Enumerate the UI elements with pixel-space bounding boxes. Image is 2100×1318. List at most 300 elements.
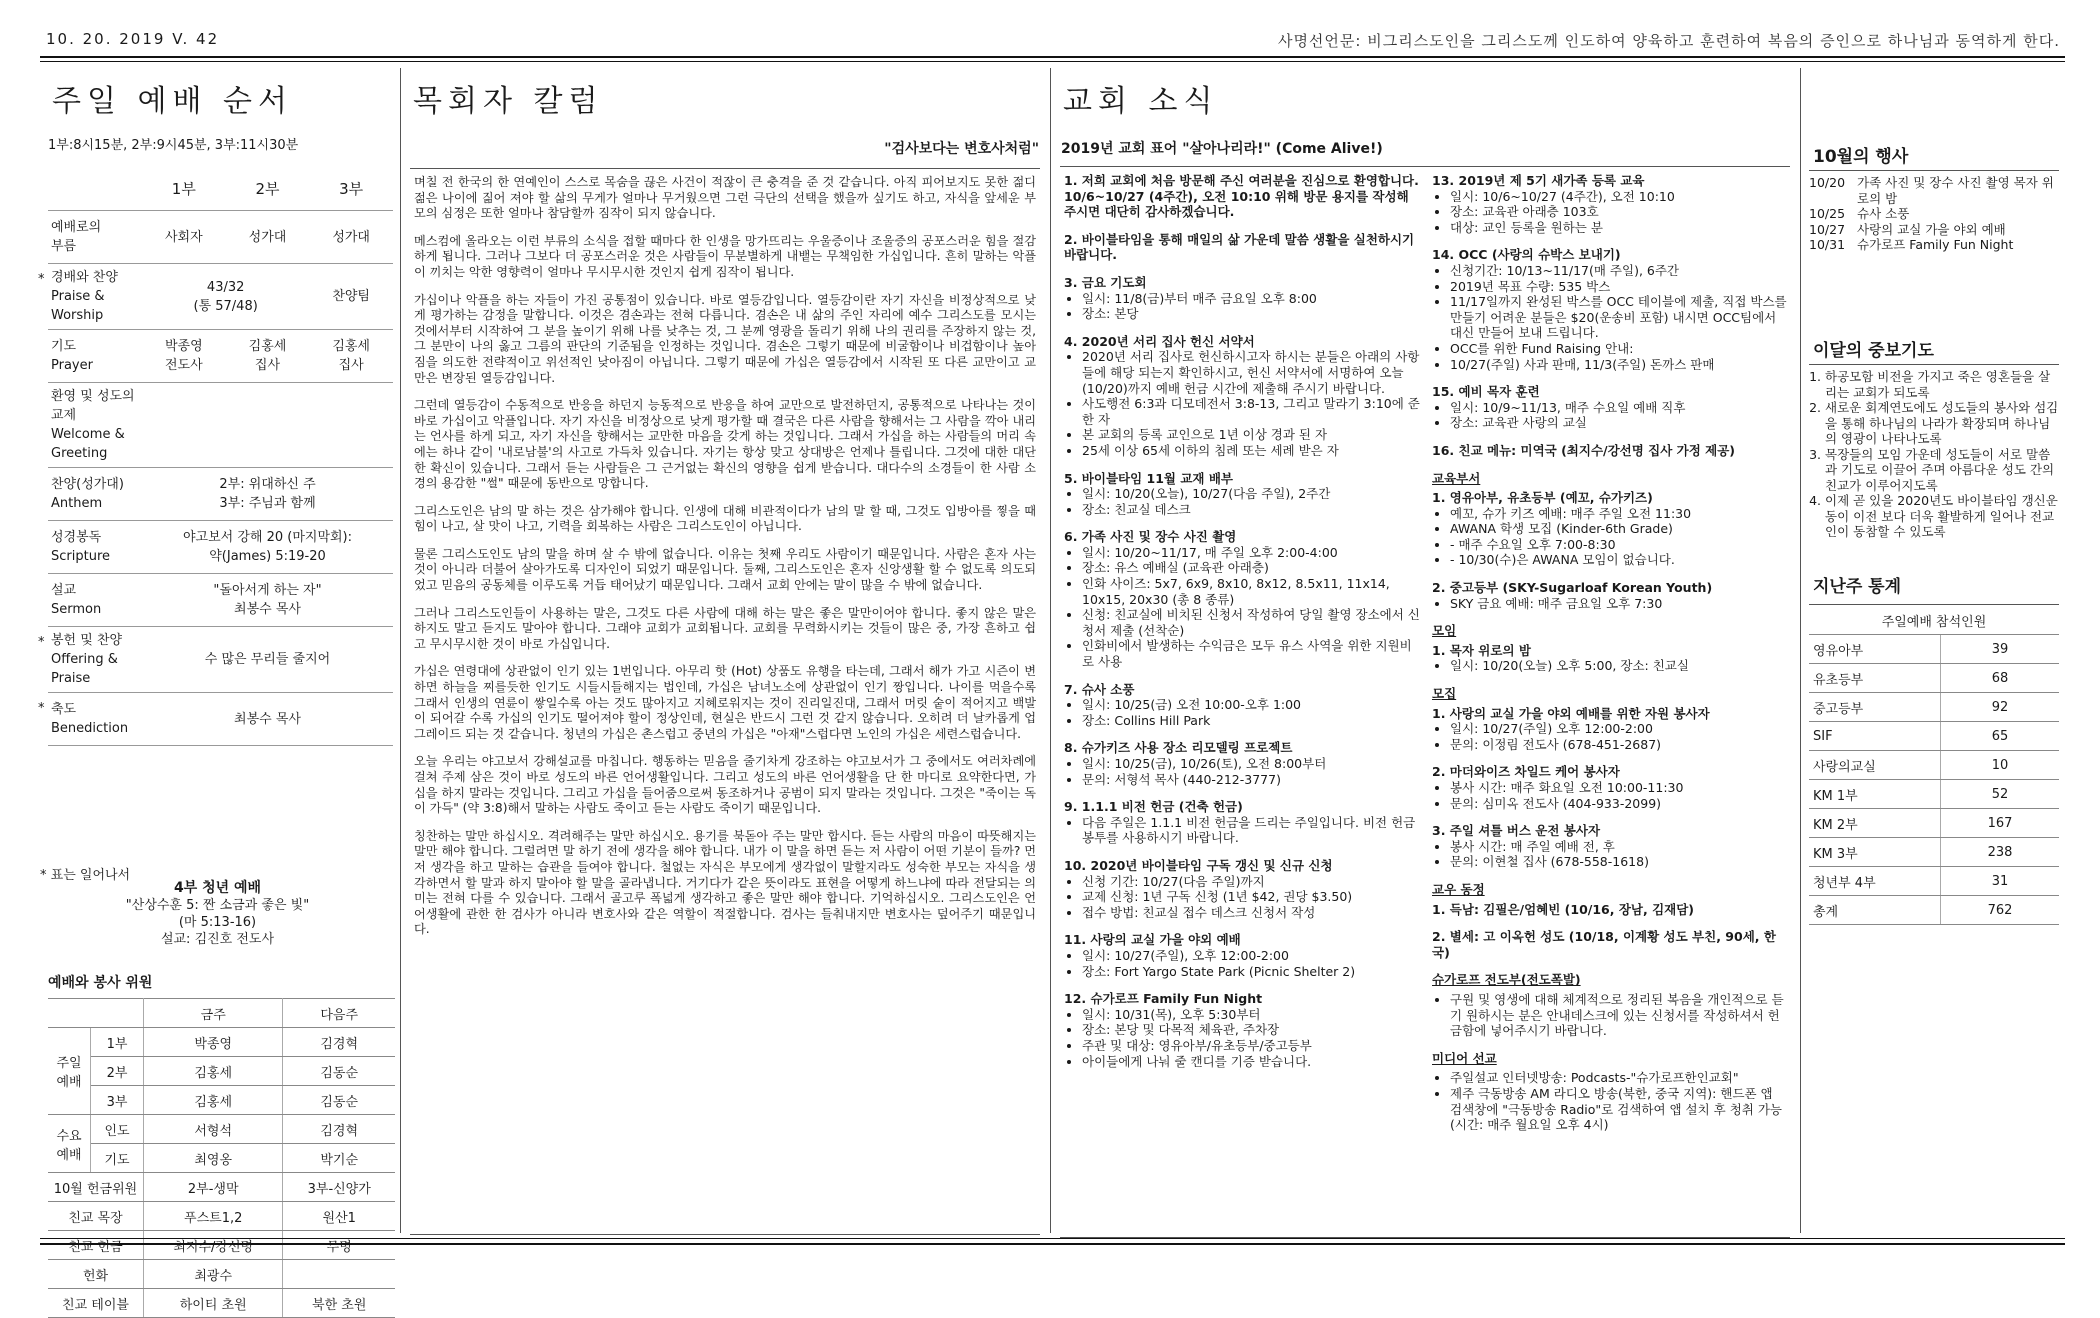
stats-value: 65 [1941, 722, 2060, 751]
news-bullet: • 접수 방법: 친교실 접수 데스크 신청서 작성 [1082, 905, 1420, 921]
news-item [1432, 902, 1788, 918]
vol-this-week: 최지수/강선명 [144, 1231, 283, 1260]
order-label-en: Praise & Worship [51, 289, 105, 323]
news-bullets [1064, 1007, 1420, 1069]
stats-row [1809, 896, 2059, 925]
news-item-title: 15. 예비 목자 훈련 [1432, 384, 1540, 400]
news-item-title: 13. 2019년 제 5기 새가족 등록 교육 [1432, 173, 1645, 188]
stats-table [1809, 634, 2059, 925]
news-bullet: • 장소: Collins Hill Park [1082, 713, 1420, 729]
order-label [38, 264, 142, 330]
news-bullet: • 장소: 교육관 아래층 103호 [1450, 204, 1788, 220]
order-label-ko: 설교 [51, 583, 77, 598]
pastor-subtitle: "검사보다는 변호사처럼" [884, 141, 1039, 157]
order-label [38, 693, 142, 746]
news-bullet: • 주관 및 대상: 영유아부/유초등부/중고등부 [1082, 1038, 1420, 1054]
order-row [48, 627, 393, 693]
news-item-title: 4. 2020년 서리 집사 헌신 서약서 [1064, 333, 1255, 349]
sidebar-column [1805, 68, 2065, 1233]
stats-row [1809, 809, 2059, 838]
news-section-heading: 모집 [1432, 686, 1457, 702]
column-paragraph: 칭찬하는 말만 하십시오. 격려해주는 말만 하십시오. 용기를 북돋아 주는 말만 합시다. 듣는 사람의 마음이 따뜻해지는 말만 해야 합니다. 그럴려면 말 하기 전에 생각을 해야 합니다. 내가 이 말을 하면 듣는 저 사람이 어떤 기분이 들까? 먼저 생각을 하고 말하는 습관을 들여야 합니다. 철없는 자식은 부모에게 생각없이 말할지라도 성숙한 부모는 자식을 생각하면서 할 말과 하지 말아야 할 말을 골라냅니다. 거기다가 같은 뜻이라도 표현을 어떻게 하느냐에 따라 전달되는 의미는 전혀 다를 수 있습니다. 그래서 골고루 폭넓게 생각하고 좋은 말만 해야 합니다. 기억하십시오. 그리스도인은 언어생활에 관한 한 검사가 아니라 변호사와 같은 역할이 적절합니다. 검사는 들춰내지만 변호사는 덮어주기 때문입니다. [414, 828, 1036, 937]
order-label-ko: 경배와 찬양 [51, 270, 118, 285]
vol-row [48, 1289, 395, 1318]
news-item [1432, 992, 1788, 1039]
stats-label: 사랑의교실 [1809, 751, 1941, 780]
news-item-title: 3. 주일 셔틀 버스 운전 봉사자 [1432, 823, 1601, 839]
order-cell: 43/32 (통 57/48) [142, 264, 309, 330]
order-label [48, 574, 142, 627]
stats-label: KM 2부 [1809, 809, 1941, 838]
news-item [1064, 799, 1420, 846]
news-bullet: • 봉사 시간: 매 주일 예배 전, 후 [1450, 839, 1788, 855]
news-item-title: 1. 목자 위로의 밤 [1432, 642, 1531, 658]
vol-this-week: 2부-생막 [144, 1173, 283, 1202]
bottom-rule [40, 1238, 2065, 1239]
bottom-rule-thick [40, 1243, 2065, 1245]
order-label [48, 468, 142, 521]
news-bullets [1432, 780, 1788, 811]
news-bullets [1064, 545, 1420, 670]
order-label-en: Benediction [51, 721, 129, 736]
vol-group: 수요 예배 [48, 1115, 91, 1173]
pastor-title: 목회자 칼럼 [413, 84, 604, 119]
news-bullet: • 교제 신청: 1년 구독 신청 (1년 $42, 권당 $3.50) [1082, 889, 1420, 905]
news-bullets [1432, 506, 1788, 568]
column-paragraph: 물론 그리스도인도 남의 말을 하며 살 수 밖에 없습니다. 이유는 첫째 우리도 사람이기 때문입니다. 사람은 혼자 사는 것이 아니라 더불어 살아가도록 디자인이 되었기 때문입니다. 둘째, 그리스도인은 혼자 신앙생활 할 수 없도록 의도되었고 믿음의 공동체를 이루도록 거듭 태어났기 때문입니다. 그래서 교회 안에는 말이 많을 수 밖에 없습니다. [414, 546, 1036, 593]
news-item [1432, 443, 1788, 459]
standing-mark: * [38, 701, 45, 716]
stats-row [1809, 780, 2059, 809]
volunteers-title: 예배와 봉사 위원 [48, 975, 153, 991]
news-item-title: 2. 별세: 고 이옥헌 성도 (10/18, 이계황 성도 부친, 90세, 한국) [1432, 929, 1776, 960]
service-times: 1부:8시15분, 2부:9시45분, 3부:11시30분 [48, 138, 299, 153]
news-bullet: • 일시: 10/27(주일) 오후 12:00-2:00 [1450, 721, 1788, 737]
order-detail [142, 383, 393, 468]
news-item [1064, 858, 1420, 920]
stats-value: 238 [1941, 838, 2060, 867]
vol-next-week: 김경혁 [283, 1028, 395, 1057]
order-detail: 최봉수 목사 [142, 693, 393, 746]
order-label-en: Anthem [51, 496, 103, 511]
vol-header-cell: 금주 [144, 999, 283, 1028]
news-bullet: • 신청 기간: 10/27(다음 주일)까지 [1082, 874, 1420, 890]
order-row [48, 330, 393, 383]
stats-row [1809, 867, 2059, 896]
column-paragraph: 메스컴에 올라오는 이런 부류의 소식을 접할 때마다 한 인생을 망가뜨리는 우울증이나 조울증의 공포스러운 힘을 절감하게 됩니다. 그러나 그보다 더 공포스러운 것은 사람들이 무분별하게 내뱉는 무책임한 가십입니다. 흔히 말하는 악플이 끼치는 악한 영향력이 얼마나 무시무시한 것인지 쉽게 짐작이 됩니다. [414, 233, 1036, 279]
news-section-heading: 모임 [1432, 623, 1457, 639]
date-volume: 10. 20. 2019 V. 42 [46, 30, 220, 48]
vol-row [48, 1144, 395, 1173]
order-row [48, 521, 393, 574]
news-item-title: 12. 슈가로프 Family Fun Night [1064, 991, 1263, 1007]
order-row [48, 468, 393, 521]
news-bullets [1432, 658, 1788, 674]
news-bullet: • AWANA 학생 모집 (Kinder-6th Grade) [1450, 521, 1788, 537]
order-header-blank [48, 168, 142, 211]
news-item [1064, 529, 1420, 669]
news-bullet: • 일시: 10/27(주일), 오후 12:00-2:00 [1082, 948, 1420, 964]
news-item-title: 10. 2020년 바이블타임 구독 갱신 및 신규 신청 [1064, 857, 1333, 873]
order-label-ko: 성경봉독 [51, 530, 102, 545]
news-item [1432, 706, 1788, 753]
top-rule-thin [40, 61, 2065, 62]
news-section-heading: 교우 동정 [1432, 881, 1485, 897]
stats-row [1809, 838, 2059, 867]
vol-next-week: 북한 초원 [283, 1289, 395, 1318]
news-left [1064, 173, 1420, 1081]
stats-value: 68 [1941, 664, 2060, 693]
stats-value: 39 [1941, 635, 2060, 664]
order-label-ko: 축도 [51, 702, 77, 717]
prayer-item: 3. 목장들의 모임 가운데 성도들이 서로 말씀과 기도로 이끌어 주며 아름다운 성도 간의 친교가 이루어지도록 [1825, 447, 2059, 494]
vol-this-week: 최광수 [144, 1260, 283, 1289]
news-bullet: • 다음 주일은 1.1.1 비전 헌금을 드리는 주일입니다. 비전 헌금 봉투를 사용하시기 바랍니다. [1082, 815, 1420, 846]
order-label [38, 627, 142, 693]
order-label-en: Sermon [51, 602, 102, 617]
news-item [1064, 334, 1420, 459]
prayer-list [1809, 364, 2059, 540]
event-text: 가족 사진 및 장수 사진 촬영 목자 위로의 밤 [1857, 175, 2054, 206]
order-header-row [48, 168, 393, 211]
news-bullets [1064, 756, 1420, 787]
news-item-title: 3. 금요 기도회 [1064, 274, 1147, 290]
stats-label: SIF [1809, 722, 1941, 751]
order-label-ko: 봉헌 및 찬양 [51, 633, 123, 648]
news-bullet: • 봉사 시간: 매주 화요일 오전 10:00-11:30 [1450, 780, 1788, 796]
order-label-en: Offering & Praise [51, 652, 118, 686]
news-bullet: • 일시: 10/9~11/13, 매주 수요일 예배 직후 [1450, 400, 1788, 416]
news-bullet: • 일시: 10/6~10/27 (4주간), 오전 10:10 [1450, 189, 1788, 205]
news-bullet: • - 매주 수요일 오후 7:00-8:30 [1450, 537, 1788, 553]
year-motto: 2019년 교회 표어 "살아나리라!" (Come Alive!) [1061, 141, 1383, 157]
stats-label: 영유아부 [1809, 635, 1941, 664]
event-date: 10/27 [1809, 221, 1846, 237]
vol-sub: 1부 [91, 1028, 144, 1057]
news-item-title: 11. 사랑의 교실 가을 야외 예배 [1064, 932, 1241, 948]
order-header-cell: 1부 [142, 168, 226, 211]
vol-row [48, 1057, 395, 1086]
prayer-title: 이달의 중보기도 [1813, 341, 1934, 361]
news-item [1432, 764, 1788, 811]
order-header-cell: 3부 [309, 168, 393, 211]
news-section-heading: 미디어 선교 [1432, 1050, 1497, 1066]
event-text: 사랑의 교실 가을 야외 예배 [1857, 221, 2006, 237]
vol-this-week: 하이티 초원 [144, 1289, 283, 1318]
prayer-item: 4. 이제 곧 있을 2020년도 바이블타임 갱신운동이 이전 보다 더욱 활발하게 일어나 전교인이 동참할 수 있도록 [1825, 493, 2059, 540]
vol-group: 주일 예배 [48, 1028, 91, 1115]
column-divider [400, 68, 401, 1233]
order-row [48, 264, 393, 330]
order-row [48, 574, 393, 627]
vol-row [48, 1260, 395, 1289]
vol-next-week [283, 1260, 395, 1289]
event-date: 10/20 [1809, 175, 1846, 190]
news-bullet: • 장소: 친교실 데스크 [1082, 502, 1420, 518]
stats-value: 52 [1941, 780, 2060, 809]
news-item-title: 8. 슈가키즈 사용 장소 리모델링 프로젝트 [1064, 740, 1293, 756]
news-bullet: • 2020년 서리 집사로 헌신하시고자 하시는 분들은 아래의 사항들에 해당 되는지 확인하시고, 헌신 서약서에 서명하여 오늘(10/20)까지 예배 헌금 시간에 제출해 주시기 바랍니다. [1082, 349, 1420, 396]
vol-role: 헌화 [48, 1260, 144, 1289]
news-item [1432, 643, 1788, 674]
top-rule [40, 56, 2065, 58]
column-paragraph: 며칠 전 한국의 한 연예인이 스스로 목숨을 끊은 사건이 적잖이 큰 충격을 준 것 같습니다. 아직 피어보지도 못한 젊디 젊은 나이에 짊어 져야 할 삶의 무게가 얼마나 무거웠으면 그런 극단의 선택을 했을까 싶기도 하고, 자식을 앞세운 부모의 심정은 또한 얼마나 참담할까 짐작이 되지 않습니다. [414, 175, 1036, 221]
news-bullet: • 문의: 이현철 집사 (678-558-1618) [1450, 854, 1788, 870]
order-row [48, 693, 393, 746]
news-bullet: • 대상: 교인 등록을 원하는 분 [1450, 220, 1788, 236]
order-label-ko: 예배로의 [51, 220, 102, 235]
stats-subtitle: 주일예배 참석인원 [1809, 604, 2059, 630]
news-bullet: • 장소: 유스 예배실 (교육관 아래층) [1082, 560, 1420, 576]
order-cell: 박종영 전도사 [142, 330, 226, 383]
news-bullet: • 11/17일까지 완성된 박스를 OCC 테이블에 제출, 직접 박스를 만들기 어려운 분들은 $20(운송비 포함) 내시면 OCC팀에서 대신 만들어 보내 드립니다. [1450, 294, 1788, 341]
news-item [1432, 490, 1788, 568]
worship-order-table [38, 168, 393, 746]
event-date: 10/25 [1809, 206, 1846, 221]
news-bullets [1064, 291, 1420, 322]
vol-role: 10월 헌금위원 [48, 1173, 144, 1202]
youth-title: 4부 청년 예배 [173, 880, 262, 896]
stats-row [1809, 635, 2059, 664]
stats-label: 유초등부 [1809, 664, 1941, 693]
column-paragraph: 그리스도인은 남의 말 하는 것은 삼가해야 합니다. 인생에 대해 비관적이다가 남의 말 할 때, 그것도 입방아를 찧을 때 힘이 나고, 살 맛이 나고, 기력을 회복하는 사람은 그리스도인이 아닙니다. [414, 503, 1036, 534]
news-bullet: • 아이들에게 나눠 줄 캔디를 기증 받습니다. [1082, 1054, 1420, 1070]
vol-row [48, 1028, 395, 1057]
stats-value: 762 [1941, 896, 2060, 925]
worship-title: 주일 예배 순서 [52, 84, 293, 119]
news-bullets [1432, 992, 1788, 1039]
news-item-title: 16. 친교 메뉴: 미역국 (최지수/강선명 집사 가정 제공) [1432, 442, 1736, 458]
vol-sub: 2부 [91, 1057, 144, 1086]
order-label [48, 211, 142, 264]
news-item [1064, 471, 1420, 518]
news-bullet: • 제주 극동방송 AM 라디오 방송(북한, 중국 지역): 핸드폰 앱 검색창에 "극동방송 Radio"로 검색하여 앱 설치 후 청취 가능 (시간: 매주 월요일 오후 4시) [1450, 1086, 1788, 1133]
column-paragraph: 그런데 열등감이 수동적으로 반응을 하던지 능동적으로 반응을 하여 교만으로 발전하던지, 공통적으로 나타나는 것이 바로 가십이고 악플입니다. 자기 자신을 비정상으로 낮게 평가할 때 결국은 다른 사람을 향해서는 그 사람을 깍아 내리는 언사를 하게 되고, 자기 자신을 향해서는 교만한 마음을 갖게 하는 것입니다. 그래서 가십을 하는 사람들의 머리 속에는 하나 같이 '내로남불'의 사고로 가득차 있습니다. 자기는 항상 맞고 상대방은 언제나 틀립니다. 그것에 대한 대단한 확신이 있습니다. 그래서 듣는 사람들은 그 근거없는 확신의 영향을 쉽게 받습니다. 대다수의 소경들이 한 사람 소경의 용감한 "썰" 때문에 동반으로 망합니다. [414, 398, 1036, 491]
news-bullets [1432, 263, 1788, 372]
news-bullet: • 문의: 심미옥 전도사 (404-933-2099) [1450, 796, 1788, 812]
vol-row [48, 1086, 395, 1115]
vol-sub: 기도 [91, 1144, 144, 1173]
vol-this-week: 김홍세 [144, 1086, 283, 1115]
vol-next-week: 김경혁 [283, 1115, 395, 1144]
order-detail: 야고보서 강해 20 (마지막회): 약(James) 5:19-20 [142, 521, 393, 574]
news-bullets [1064, 486, 1420, 517]
news-bullet: • 일시: 10/25(금) 오전 10:00-오후 1:00 [1082, 697, 1420, 713]
vol-sub: 인도 [91, 1115, 144, 1144]
news-bullet: • 사도행전 6:3과 디모데전서 3:8-13, 그리고 말라기 3:10에 준한 자 [1082, 396, 1420, 427]
vol-this-week: 서형석 [144, 1115, 283, 1144]
standing-mark: * [38, 272, 45, 287]
vol-next-week: 김동순 [283, 1057, 395, 1086]
news-item [1432, 929, 1788, 960]
news-item-title: 1. 저희 교회에 처음 방문해 주신 여러분을 진심으로 환영합니다. 10/6~10/27 (4주간), 오전 10:10 위해 방문 용지를 작성해 주시면 대단히 감사하겠습니다. [1064, 173, 1419, 220]
news-item [1432, 384, 1788, 431]
news-bullet: • 예꼬, 슈가 키즈 예배: 매주 주일 오전 11:30 [1450, 506, 1788, 522]
event-date: 10/31 [1809, 237, 1846, 252]
order-label-en: Prayer [51, 358, 93, 373]
prayer-item: 1. 하공모함 비전을 가지고 죽은 영혼들을 살리는 교회가 되도록 [1825, 369, 2059, 400]
stats-row [1809, 693, 2059, 722]
order-label [48, 330, 142, 383]
prayer-item: 2. 새로운 회계연도에도 성도들의 봉사와 섬김을 통해 하나님의 나라가 확장되며 하나님의 영광이 나타나도록 [1825, 400, 2059, 447]
vol-header-cell: 다음주 [283, 999, 395, 1028]
news-bullet: • 장소: 본당 [1082, 306, 1420, 322]
order-cell: 성가대 [226, 211, 310, 264]
news-bullets [1432, 1070, 1788, 1132]
vol-row [48, 1173, 395, 1202]
news-bullet: • 일시: 10/20~11/17, 매 주일 오후 2:00-4:00 [1082, 545, 1420, 561]
youth-line: "산상수훈 5: 짠 소금과 좋은 빛" [125, 898, 310, 913]
stats-label: KM 3부 [1809, 838, 1941, 867]
order-label-ko: 기도 [51, 339, 77, 354]
stats-label: 청년부 4부 [1809, 867, 1941, 896]
order-label-ko: 환영 및 성도의 교제 [51, 389, 135, 423]
order-row [48, 383, 393, 468]
events-title: 10월의 행사 [1813, 147, 1909, 167]
stats-value: 31 [1941, 867, 2060, 896]
news-bullet: • 인화 사이즈: 5x7, 6x9, 8x10, 8x12, 8.5x11, 11x14, 10x15, 20x30 (총 8 종류) [1082, 576, 1420, 607]
order-label [48, 521, 142, 574]
pastor-text-box [410, 168, 1040, 1235]
vol-next-week: 박기순 [283, 1144, 395, 1173]
order-label [48, 383, 142, 468]
vol-this-week: 박종영 [144, 1028, 283, 1057]
event-text: 슈가로프 Family Fun Night [1857, 237, 2014, 252]
news-bullet: • 신청: 친교실에 비치된 신청서 작성하여 당일 촬영 장소에서 신청서 제출 (선착순) [1082, 607, 1420, 638]
news-item-title: 14. OCC (사랑의 슈박스 보내기) [1432, 247, 1621, 263]
news-bullets [1432, 189, 1788, 236]
volunteers-table [48, 998, 395, 1318]
news-item [1064, 275, 1420, 322]
pastor-text [410, 169, 1040, 938]
order-row [48, 211, 393, 264]
vol-row [48, 1115, 395, 1144]
stats-value: 167 [1941, 809, 2060, 838]
news-bullets [1064, 349, 1420, 458]
news-bullet: • 장소: 교육관 사랑의 교실 [1450, 415, 1788, 431]
pastor-column [405, 68, 1045, 1233]
standing-mark: * [38, 635, 45, 650]
column-paragraph: 오늘 우리는 야고보서 강해설교를 마칩니다. 행동하는 믿음을 줄기차게 강조하는 야고보서가 그 중에서도 여러차례에 걸쳐 주제 삼은 것이 바로 성도의 바른 언어생활입니다. 그리고 성도의 바른 언어생활을 단 한 마디로 요약한다면, 가십을 하지 말라는 것입니다. 그리고 가십을 들어줌으로써 동조하거나 공범이 되지 말라는 것입니다. 그것은 "죽이는 독이 가득" (약 3:8)해서 말하는 사람도 죽이고 듣는 사람도 죽이기 때문입니다. [414, 754, 1036, 816]
news-bullet: • 문의: 이정림 전도사 (678-451-2687) [1450, 737, 1788, 753]
news-item [1064, 740, 1420, 787]
news-bullets [1432, 721, 1788, 752]
column-divider [1050, 68, 1051, 1233]
youth-line: (마 5:13-16) [178, 915, 257, 930]
news-item-title: 7. 슈사 소풍 [1064, 681, 1135, 697]
order-cell: 김홍세 집사 [309, 330, 393, 383]
order-cell: 사회자 [142, 211, 226, 264]
news-bullets [1064, 697, 1420, 728]
worship-order-column [38, 68, 395, 1313]
vol-header-row [48, 999, 395, 1028]
news-bullet: • 25세 이상 65세 이하의 침례 또는 세례 받은 자 [1082, 443, 1420, 459]
vol-this-week: 최영옹 [144, 1144, 283, 1173]
news-item [1064, 173, 1420, 220]
news-bullet: • 일시: 10/20(오늘), 10/27(다음 주일), 2주간 [1082, 486, 1420, 502]
order-cell: 찬양팀 [309, 264, 393, 330]
news-item [1432, 247, 1788, 372]
news-bullet: • 장소: Fort Yargo State Park (Picnic Shelter 2) [1082, 964, 1420, 980]
header-bar [40, 20, 2060, 60]
order-detail: 2부: 위대하신 주 3부: 주님과 함께 [142, 468, 393, 521]
news-bullets [1064, 948, 1420, 979]
stats-label: 중고등부 [1809, 693, 1941, 722]
vol-next-week: 원산1 [283, 1202, 395, 1231]
column-paragraph: 가십은 연령대에 상관없이 인기 있는 1번입니다. 아무리 핫 (Hot) 상품도 유행을 타는데, 그래서 해가 가고 시즌이 변하면 하늘을 찌를듯한 인기도 시들시들해지는 법인데, 가십은 남녀노소에 상관없이 인기 짱입니다. 나이를 먹을수록 그래서 인생의 연륜이 쌓일수록 아는 것도 많아지고 지혜로워지는 것이 진리일진대, 그래서 머릿 숱이 적어지고 백발이 되어갈 수록 가십의 인기도 떨어져야 할이 정상인데, 현실은 반드시 그런 것 같지 않습니다. 오히려 더 날카롭게 업그레이드 되는 것 같습니다. 청년의 가십은 촌스럽고 중년의 가십은 "아재"스럽다면 노인의 가십은 세련스럽습니다. [414, 664, 1036, 741]
stats-row [1809, 664, 2059, 693]
news-bullet: • 일시: 10/20(오늘) 오후 5:00, 장소: 친교실 [1450, 658, 1788, 674]
news-item [1064, 232, 1420, 263]
news-bullet: • 문의: 서형석 목사 (440-212-3777) [1082, 772, 1420, 788]
vol-this-week: 김홍세 [144, 1057, 283, 1086]
event-row [1809, 175, 2059, 206]
order-cell: 성가대 [309, 211, 393, 264]
youth-service [40, 880, 395, 948]
news-bullet: • 본 교회의 등록 교인으로 1년 이상 경과 된 자 [1082, 427, 1420, 443]
vol-this-week: 푸스트1,2 [144, 1202, 283, 1231]
news-item [1432, 1070, 1788, 1132]
news-right [1432, 173, 1788, 1145]
vol-row [48, 1231, 395, 1260]
column-paragraph: 그러나 그리스도인들이 사용하는 말은, 그것도 다른 사람에 대해 하는 말은 좋은 말만이어야 합니다. 좋지 않은 말은 하지도 말고 듣지도 말아야 합니다. 그래야 교회가 교회됩니다. 교회를 무력화시키는 것들이 많은 중, 가장 흔하고 쉽고 무시무시한 것이 바로 가십입니다. [414, 605, 1036, 651]
order-label-en: 부름 [51, 239, 77, 254]
stats-label: 총계 [1809, 896, 1941, 925]
vol-next-week: 무명 [283, 1231, 395, 1260]
stats-value: 10 [1941, 751, 2060, 780]
news-bullet: • 일시: 10/25(금), 10/26(토), 오전 8:00부터 [1082, 756, 1420, 772]
church-news-column [1055, 68, 1795, 1233]
stats-value: 92 [1941, 693, 2060, 722]
vol-next-week: 김동순 [283, 1086, 395, 1115]
news-bullet: • 일시: 10/31(목), 오후 5:30부터 [1082, 1007, 1420, 1023]
news-item [1064, 991, 1420, 1069]
vol-header-blank [48, 999, 144, 1028]
news-item [1432, 823, 1788, 870]
news-item-title: 2. 중고등부 (SKY-Sugarloaf Korean Youth) [1432, 580, 1713, 596]
news-item-title: 1. 영유아부, 유초등부 (예꼬, 슈가키즈) [1432, 490, 1653, 506]
news-bullet: • 주일설교 인터넷방송: Podcasts-"슈가로프한인교회" [1450, 1070, 1788, 1086]
news-bullets [1432, 596, 1788, 612]
news-bullets [1432, 400, 1788, 431]
news-bullet: • 구원 및 영생에 대해 체계적으로 정리된 복음을 개인적으로 듣기 원하시는 분은 안내데스크에 있는 신청서를 작성하셔서 헌금함에 넣어주시기 바랍니다. [1450, 992, 1788, 1039]
order-label-en: Scripture [51, 549, 111, 564]
standing-note: * 표는 일어나서 [40, 868, 131, 883]
event-row [1809, 222, 2059, 238]
order-label-en: Welcome & Greeting [51, 427, 125, 461]
news-bullet: • SKY 금요 예배: 매주 금요일 오후 7:30 [1450, 596, 1788, 612]
column-paragraph: 가십이나 악플을 하는 자들이 가진 공통점이 있습니다. 바로 열등감입니다. 열등감이란 자기 자신을 비정상적으로 낮게 평가하는 감정을 말합니다. 이것은 겸손과는 전혀 다릅니다. 겸손은 내 삶의 주인 자리에 예수 그리스도를 모시는 것에서부터 시작하여 그 분을 높이기 위해 나를 낮추는 것, 그 분께 영광을 돌리기 위해 나의 권리를 주장하지 않는 것, 그 분만이 나의 옳고 그름의 판단의 기준됨을 인정하는 것입니다. 겸손은 그렇기 때문에 비굴함이나 비겁함이나 높아짐을 의도한 전략적이고 위선적인 낮아짐이 아닙니다. 그렇기 때문에 가십은 열등감에서 시작된 또 다른 교만이고 교만은 변장된 열등감입니다. [414, 292, 1036, 385]
news-item-title: 2. 바이블타임을 통해 매일의 삶 가운데 말씀 생활을 실천하시기 바랍니다. [1064, 231, 1415, 263]
vol-role: 친교 헌금 [48, 1231, 144, 1260]
news-bullet: • 인화비에서 발생하는 수익금은 모두 유스 사역을 위한 지원비로 사용 [1082, 638, 1420, 669]
event-text: 슈사 소풍 [1857, 206, 1910, 221]
order-label-ko: 찬양(성가대) [51, 477, 124, 492]
news-bullets [1064, 815, 1420, 846]
order-detail: "돌아서게 하는 자" 최봉수 목사 [142, 574, 393, 627]
vol-role: 친교 테이블 [48, 1289, 144, 1318]
events-list [1809, 170, 2059, 253]
vol-next-week: 3부-신양가 [283, 1173, 395, 1202]
stats-label: KM 1부 [1809, 780, 1941, 809]
stats-title: 지난주 통계 [1813, 577, 1902, 597]
order-cell: 김홍세 집사 [226, 330, 310, 383]
news-bullet: • 10/27(주일) 사과 판매, 11/3(주일) 돈까스 판매 [1450, 357, 1788, 373]
news-bullet: • 장소: 본당 및 다목적 체육관, 주차장 [1082, 1022, 1420, 1038]
news-item [1064, 932, 1420, 979]
news-bullet: • OCC를 위한 Fund Raising 안내: [1450, 341, 1788, 357]
news-title: 교회 소식 [1063, 84, 1219, 119]
